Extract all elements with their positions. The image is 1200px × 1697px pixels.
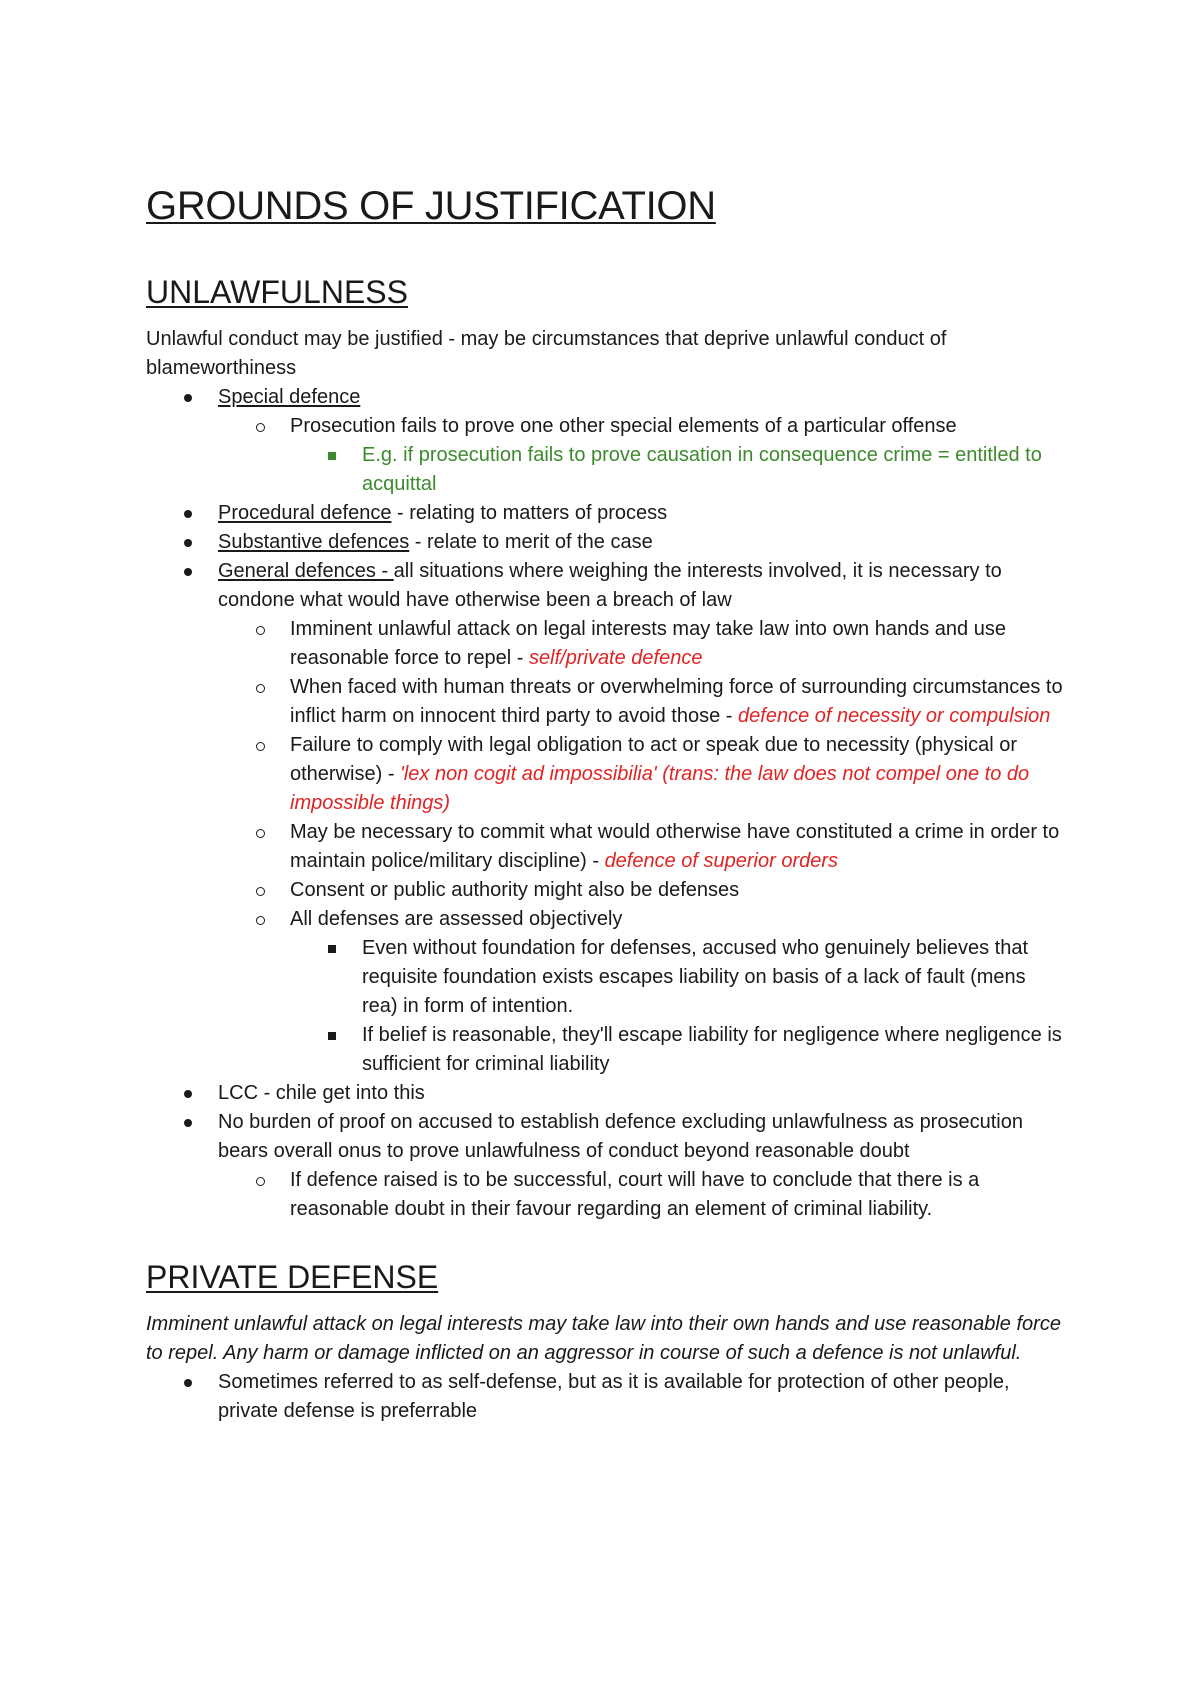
bullet-circle-icon <box>256 916 265 925</box>
special-defence-example: E.g. if prosecution fails to prove causation in consequence crime = entitled to acquittal <box>362 444 1042 495</box>
list-item <box>290 1021 1066 1079</box>
special-defence-label: Special defence <box>218 386 361 408</box>
list-item <box>290 934 1066 1021</box>
procedural-defence-label: Procedural defence <box>218 502 392 524</box>
document-page <box>146 183 1066 1426</box>
list-item <box>218 818 1066 876</box>
burden-of-proof-text: No burden of proof on accused to establish defence excluding unlawfulness as prosecution bears overall onus to prove unlawfulness of conduct beyond reasonable doubt <box>218 1111 1023 1162</box>
lcc-text: LCC - chile get into this <box>218 1082 425 1104</box>
list-item <box>218 905 1066 1079</box>
general-item-4-highlight: defence of superior orders <box>604 850 839 872</box>
objective-item-a: Even without foundation for defenses, accused who genuinely believes that requisite foundation exists escapes liability on basis of a lack of fault (mens rea) in form of intention. <box>362 937 1028 1017</box>
bullet-disc-icon <box>184 1090 192 1098</box>
list-item-lcc <box>146 1079 1066 1108</box>
private-defense-list <box>146 1368 1066 1426</box>
bullet-square-icon <box>328 945 336 953</box>
general-item-6-text: All defenses are assessed objectively <box>290 908 623 930</box>
special-defence-sub1: Prosecution fails to prove one other special elements of a particular offense <box>290 415 957 437</box>
substantive-defences-text: - relate to merit of the case <box>409 531 653 553</box>
list-item-special-defence <box>146 383 1066 499</box>
general-item-2-highlight: defence of necessity or compulsion <box>738 705 1051 727</box>
private-defense-intro: Imminent unlawful attack on legal interests may take law into their own hands and use reasonable force to repel. Any harm or damage inflicted on an aggressor in course of such a defence is not unlawful. <box>146 1313 1061 1364</box>
bullet-disc-icon <box>184 394 192 402</box>
list-item <box>290 441 1066 499</box>
document-title: GROUNDS OF JUSTIFICATION <box>146 184 716 228</box>
general-item-5-text: Consent or public authority might also be defenses <box>290 879 740 901</box>
private-defense-bullet-1: Sometimes referred to as self-defense, but as it is available for protection of other people, private defense is preferrable <box>218 1371 1010 1422</box>
general-defences-label: General defences - <box>218 560 394 582</box>
list-item-general-defences <box>146 557 1066 1079</box>
list-item-substantive-defences <box>146 528 1066 557</box>
bullet-square-icon <box>328 1032 336 1040</box>
unlawfulness-list <box>146 383 1066 1224</box>
objective-assessment-sublist <box>290 934 1066 1079</box>
list-item <box>218 615 1066 673</box>
list-item-burden-of-proof <box>146 1108 1066 1224</box>
section-heading-unlawfulness: UNLAWFULNESS <box>146 274 408 310</box>
list-item <box>218 876 1066 905</box>
general-defences-text: all situations where weighing the interests involved, it is necessary to condone what would have otherwise been a breach of law <box>218 560 1002 611</box>
general-item-3-highlight: 'lex non cogit ad impossibilia' (trans: the law does not compel one to do impossible things) <box>290 763 1030 814</box>
burden-of-proof-sub: If defence raised is to be successful, court will have to conclude that there is a reasonable doubt in their favour regarding an element of criminal liability. <box>290 1169 980 1220</box>
bullet-square-icon <box>328 452 336 460</box>
list-item <box>146 1368 1066 1426</box>
list-item-procedural-defence <box>146 499 1066 528</box>
general-defences-sublist <box>218 615 1066 1079</box>
bullet-circle-icon <box>256 742 265 751</box>
bullet-disc-icon <box>184 539 192 547</box>
bullet-circle-icon <box>256 829 265 838</box>
list-item <box>218 673 1066 731</box>
bullet-circle-icon <box>256 887 265 896</box>
procedural-defence-text: - relating to matters of process <box>391 502 668 524</box>
objective-item-b: If belief is reasonable, they'll escape liability for negligence where negligence is sufficient for criminal liability <box>362 1024 1062 1075</box>
list-item <box>218 1166 1066 1224</box>
bullet-disc-icon <box>184 1379 192 1387</box>
list-item <box>218 412 1066 499</box>
substantive-defences-label: Substantive defences <box>218 531 410 553</box>
bullet-circle-icon <box>256 1177 265 1186</box>
general-item-4-text: May be necessary to commit what would otherwise have constituted a crime in order to maintain police/military discipline) - <box>290 821 1060 872</box>
bullet-disc-icon <box>184 568 192 576</box>
general-item-1-text: Imminent unlawful attack on legal interests may take law into own hands and use reasonable force to repel - <box>290 618 1006 669</box>
bullet-circle-icon <box>256 423 265 432</box>
unlawfulness-intro: Unlawful conduct may be justified - may be circumstances that deprive unlawful conduct of blameworthiness <box>146 328 947 379</box>
special-defence-sublist <box>218 412 1066 499</box>
bullet-disc-icon <box>184 510 192 518</box>
section-heading-private-defense: PRIVATE DEFENSE <box>146 1259 439 1295</box>
general-item-2-text: When faced with human threats or overwhelming force of surrounding circumstances to inflict harm on innocent third party to avoid those - <box>290 676 1063 727</box>
list-item <box>218 731 1066 818</box>
bullet-circle-icon <box>256 684 265 693</box>
general-item-1-highlight: self/private defence <box>529 647 703 669</box>
bullet-disc-icon <box>184 1119 192 1127</box>
bullet-circle-icon <box>256 626 265 635</box>
special-defence-subsublist <box>290 441 1066 499</box>
burden-of-proof-sublist <box>218 1166 1066 1224</box>
general-item-3-text: Failure to comply with legal obligation to act or speak due to necessity (physical or otherwise) - <box>290 734 1018 785</box>
